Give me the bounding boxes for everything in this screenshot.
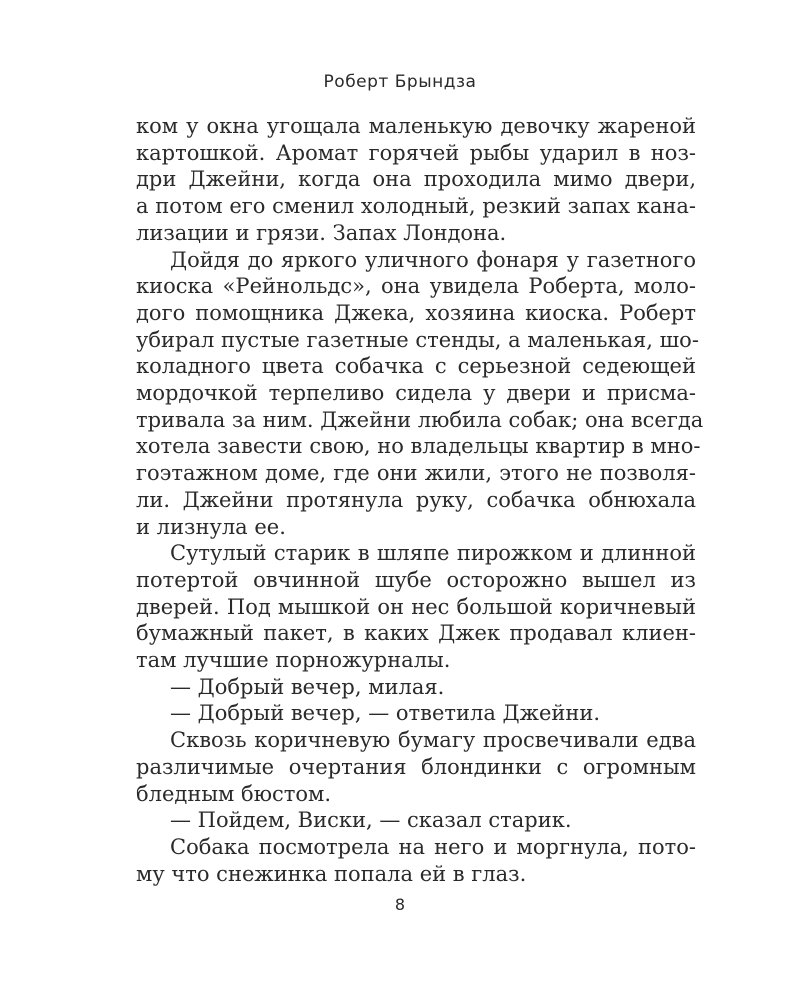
paragraph-3 <box>136 540 696 674</box>
text-line: Дойдя до яркого уличного фонаря у газетного <box>170 247 696 272</box>
dialogue-line-1 <box>136 674 696 701</box>
text-line: потертой овчинной шубе осторожно вышел из <box>136 567 696 592</box>
running-header: Роберт Брындза <box>323 72 477 92</box>
text-line: убирал пустые газетные стенды, а маленькая, шо- <box>136 327 699 352</box>
text-line: Сутулый старик в шляпе пирожком и длинной <box>170 541 696 566</box>
text-line: картошкой. Аромат горячей рыбы ударил в ноз- <box>136 140 696 165</box>
text-line: там лучшие порножурналы. <box>136 648 451 673</box>
text-line: ли. Джейни протянула руку, собачка обнюхала <box>136 487 696 512</box>
text-line: киоска «Рейнольдс», она увидела Роберта, моло- <box>136 274 696 299</box>
text-line: а потом его сменил холодный, резкий запах кана- <box>136 194 696 219</box>
text-line: различимые очертания блондинки с огромным <box>136 754 696 779</box>
text-line: и лизнула ее. <box>136 514 286 539</box>
text-line: — Добрый вечер, — ответила Джейни. <box>170 701 601 726</box>
text-line: бледным бюстом. <box>136 781 332 806</box>
text-line: дого помощника Джека, хозяина киоска. Роберт <box>136 300 696 325</box>
text-line: коладного цвета собачка с серьезной седеющей <box>136 354 696 379</box>
text-line: Собака посмотрела на него и моргнула, пото- <box>170 834 696 859</box>
text-line: дверей. Под мышкой он нес большой коричневый <box>136 594 696 619</box>
text-line: — Пойдем, Виски, — сказал старик. <box>170 808 572 833</box>
paragraph-1 <box>136 113 696 247</box>
paragraph-4 <box>136 727 696 807</box>
text-line: Сквозь коричневую бумагу просвечивали едва <box>170 728 696 753</box>
body-text <box>136 113 704 887</box>
dialogue-line-3 <box>136 807 696 834</box>
text-line: ком у окна угощала маленькую девочку жареной <box>136 114 696 138</box>
text-line: — Добрый вечер, милая. <box>170 674 445 699</box>
paragraph-2 <box>136 247 704 541</box>
text-line: дри Джейни, когда она проходила мимо двери, <box>136 167 696 192</box>
page-number: 8 <box>394 895 406 914</box>
text-line: хотела завести свою, но владельцы квартир в мно- <box>136 434 701 459</box>
dialogue-line-2 <box>136 700 696 727</box>
text-line: му что снежинка попала ей в глаз. <box>136 861 527 886</box>
text-line: лизации и грязи. Запах Лондона. <box>136 220 507 245</box>
text-line: бумажный пакет, в каких Джек продавал клиен- <box>136 621 696 646</box>
text-line: гоэтажном доме, где они жили, этого не позволя- <box>136 461 696 486</box>
paragraph-5 <box>136 834 696 887</box>
text-line: тривала за ним. Джейни любила собак; она всегда <box>136 407 704 432</box>
text-line: мордочкой терпеливо сидела у двери и присма- <box>136 381 696 406</box>
